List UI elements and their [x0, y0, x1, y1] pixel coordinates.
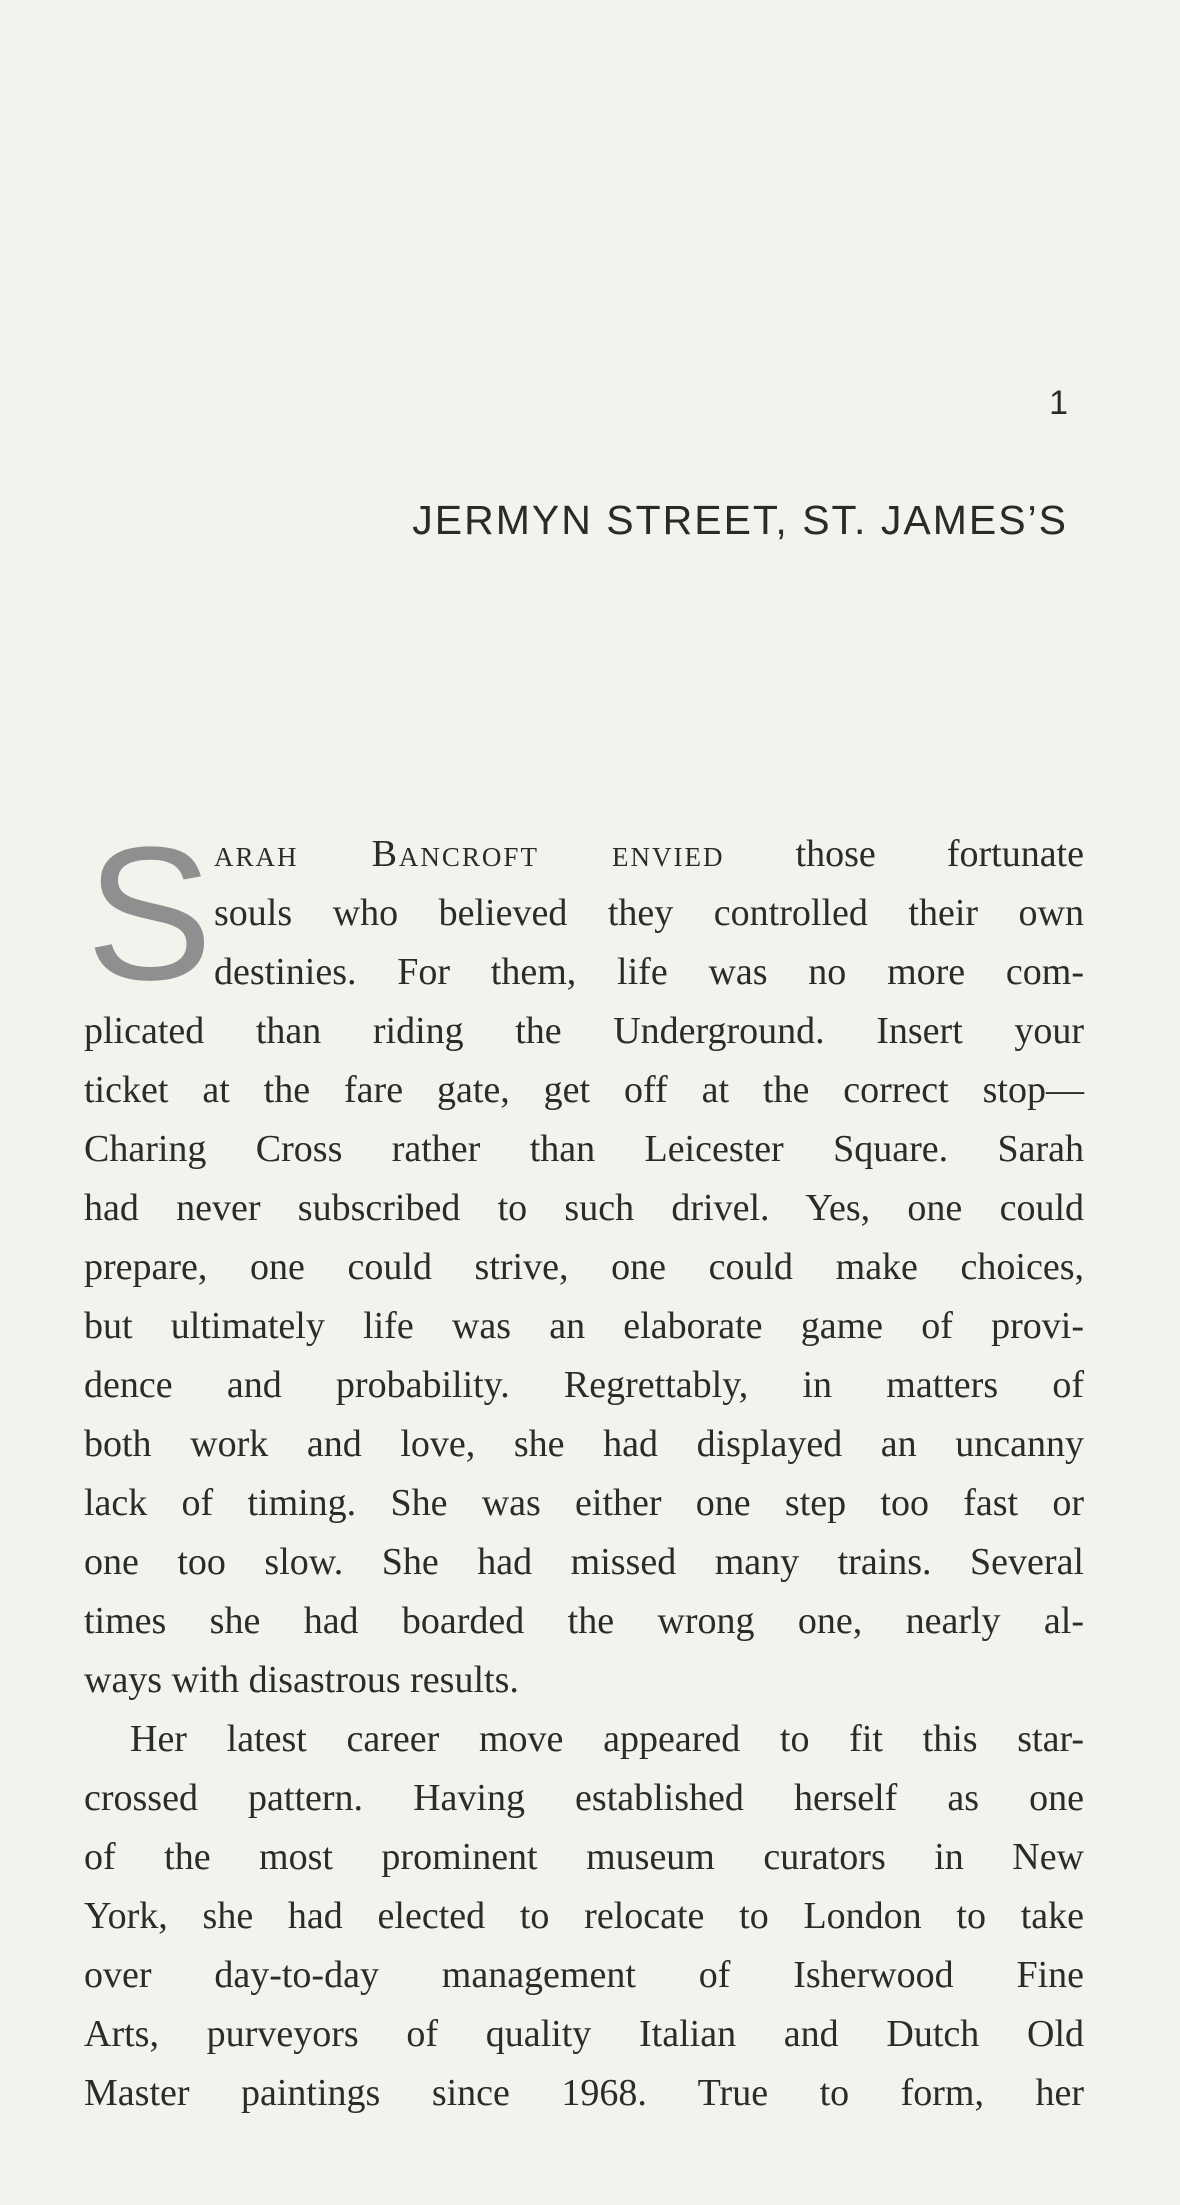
text-line: dence and probability. Regrettably, in matters of	[84, 1364, 1084, 1406]
chapter-body	[84, 808, 1084, 2123]
text-line: ticket at the fare gate, get off at the correct stop—	[84, 1069, 1084, 1111]
text-line: but ultimately life was an elaborate game of provi-	[84, 1305, 1084, 1347]
chapter-title: JERMYN STREET, ST. JAMES’S	[412, 497, 1068, 543]
text-line-segment: those fortunate	[724, 833, 1084, 875]
text-line: times she had boarded the wrong one, nearly al-	[84, 1600, 1084, 1642]
text-line: had never subscribed to such drivel. Yes, one could	[84, 1187, 1084, 1229]
text-line: souls who believed they controlled their own	[214, 892, 1084, 934]
text-line: both work and love, she had displayed an uncanny	[84, 1423, 1084, 1465]
text-line: crossed pattern. Having established herself as one	[84, 1777, 1084, 1819]
text-line: plicated than riding the Underground. Insert your	[84, 1010, 1084, 1052]
text-line	[84, 825, 1084, 884]
text-line: destinies. For them, life was no more com-	[214, 951, 1084, 993]
text-line: prepare, one could strive, one could make choices,	[84, 1246, 1084, 1288]
text-line: Charing Cross rather than Leicester Square. Sarah	[84, 1128, 1084, 1170]
text-line: lack of timing. She was either one step too fast or	[84, 1482, 1084, 1524]
text-line: ways with disastrous results.	[84, 1659, 519, 1701]
text-line: over day-to-day management of Isherwood Fine	[84, 1954, 1084, 1996]
text-line: of the most prominent museum curators in New	[84, 1836, 1084, 1878]
text-line: Arts, purveyors of quality Italian and Dutch Old	[84, 2013, 1084, 2055]
text-line: Master paintings since 1968. True to form, her	[84, 2072, 1084, 2114]
opening-small-caps: arah Bancroft envied	[214, 833, 725, 875]
text-line: Her latest career move appeared to fit this star-	[130, 1718, 1084, 1760]
drop-cap-letter: S	[86, 808, 213, 1020]
text-line: one too slow. She had missed many trains. Several	[84, 1541, 1084, 1583]
chapter-number: 1	[1049, 384, 1068, 422]
text-line: York, she had elected to relocate to London to take	[84, 1895, 1084, 1937]
